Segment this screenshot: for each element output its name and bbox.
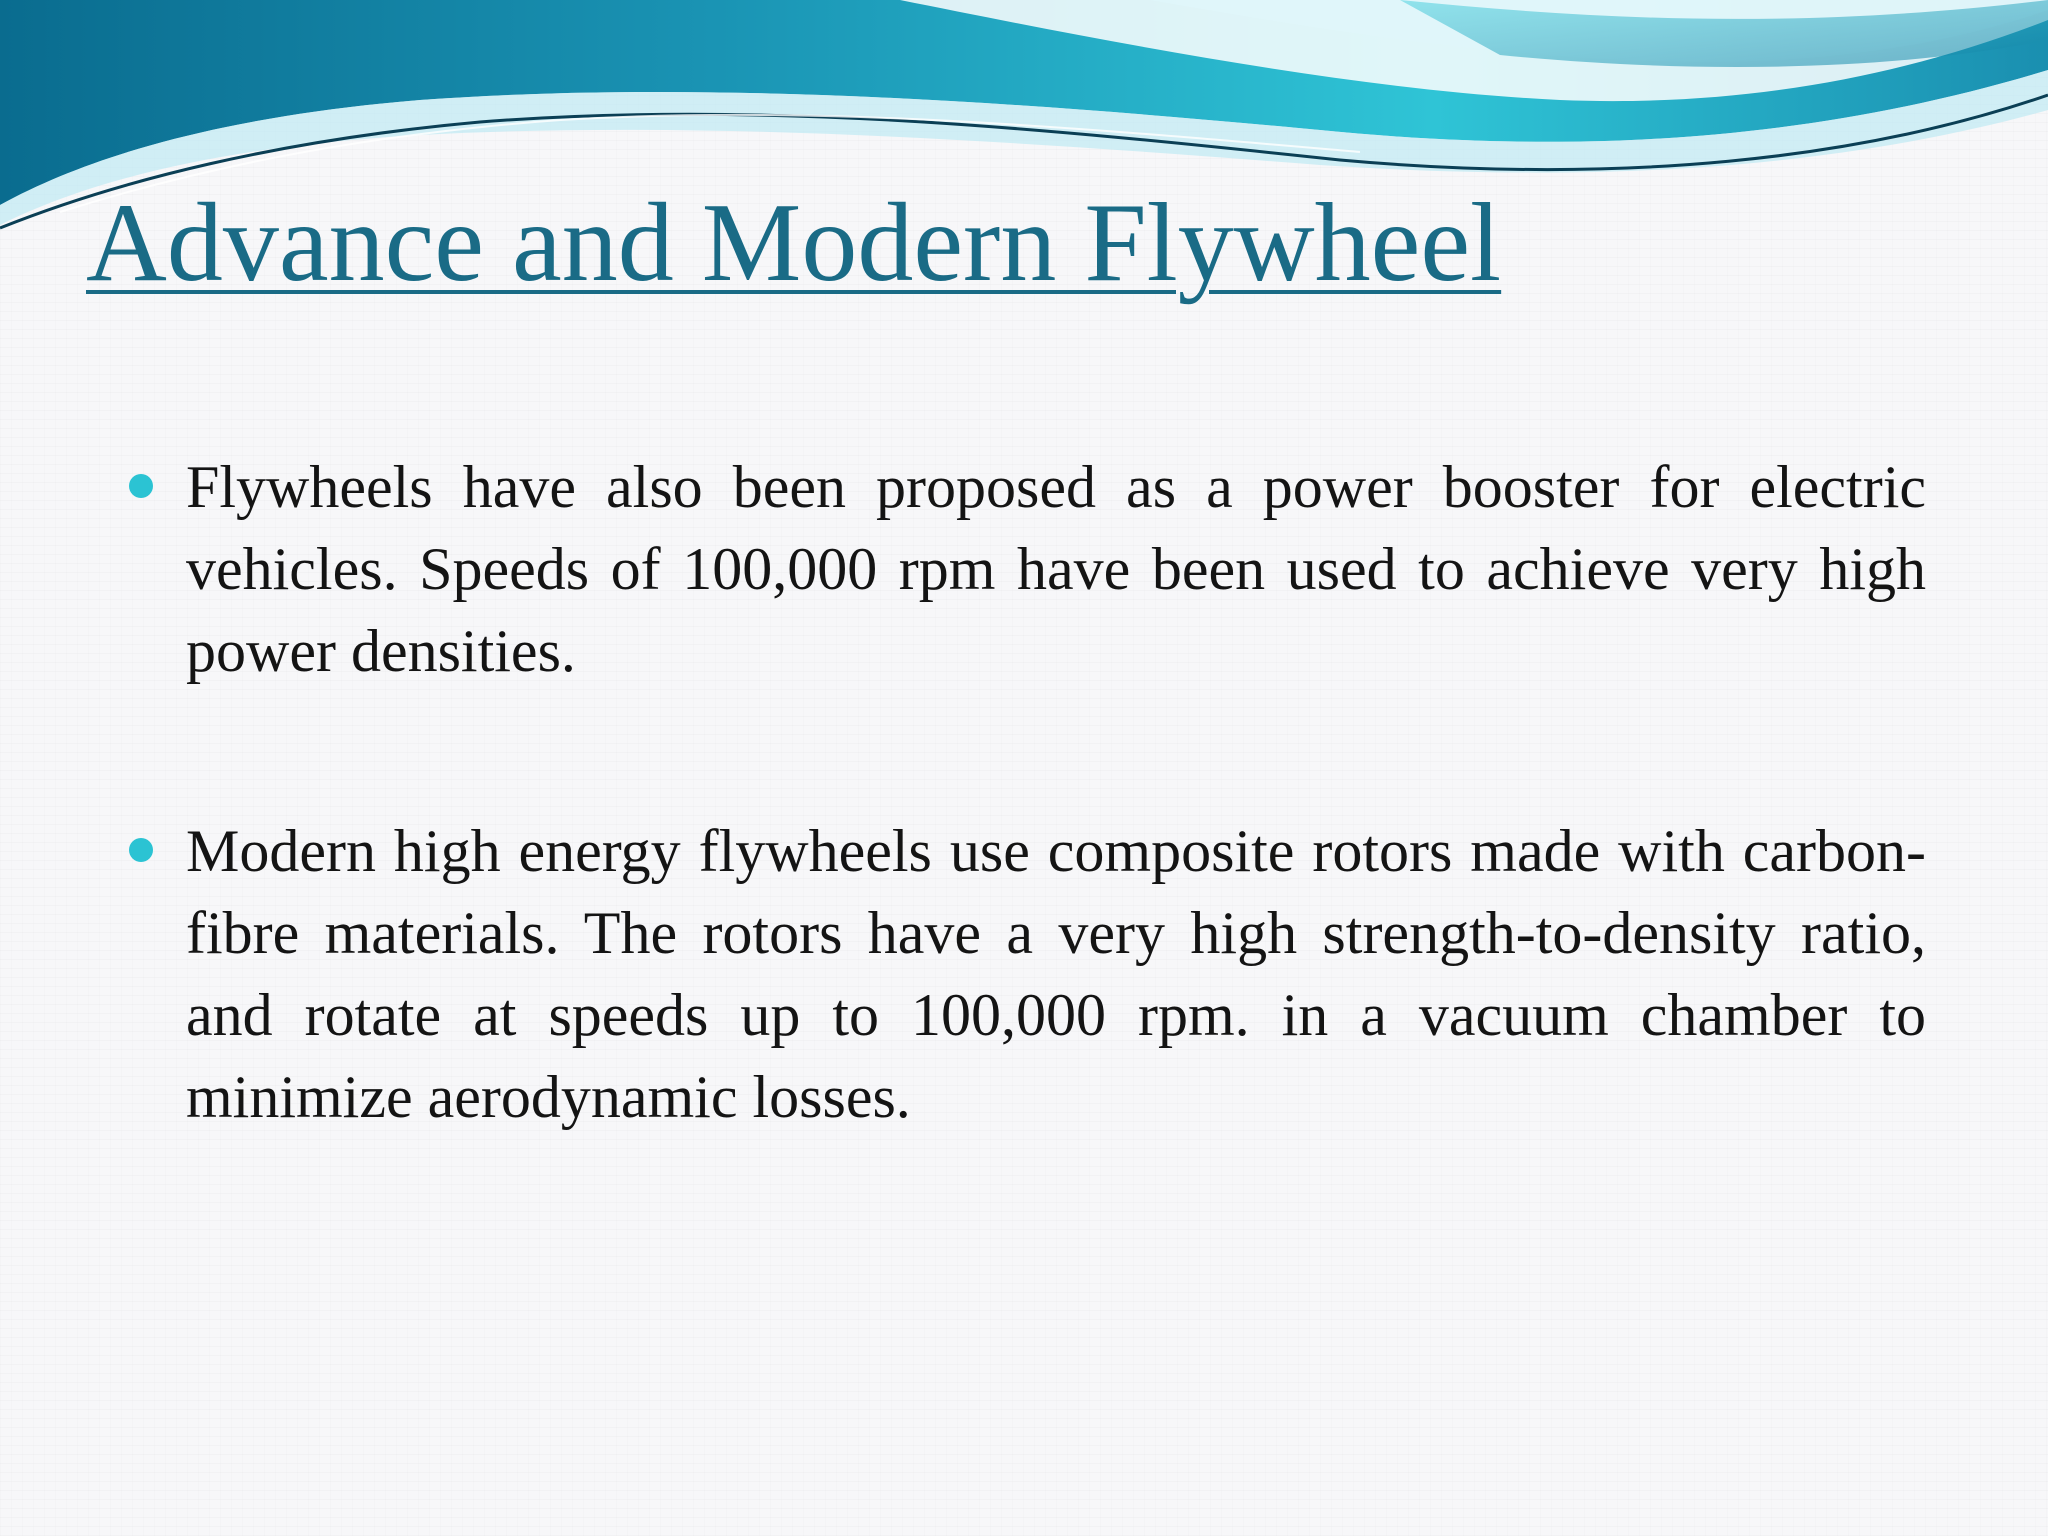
bullet-text: Flywheels have also been proposed as a power booster for electric vehicles. Speeds of 100,000 rpm have been used to achieve very high power densities. [186,454,1926,684]
bullet-item [186,446,1926,692]
slide-title: Advance and Modern Flywheel [86,181,1502,305]
bullet-item [186,810,1926,1138]
bullet-text: Modern high energy flywheels use composite rotors made with carbon-fibre materials. The rotors have a very high strength-to-density ratio, and rotate at speeds up to 100,000 rpm. in a vacuum chamber to minimize aerodynamic losses. [186,818,1926,1130]
bullet-list [186,446,1926,1138]
bullet-dot-icon [129,474,153,498]
bullet-dot-icon [129,838,153,862]
